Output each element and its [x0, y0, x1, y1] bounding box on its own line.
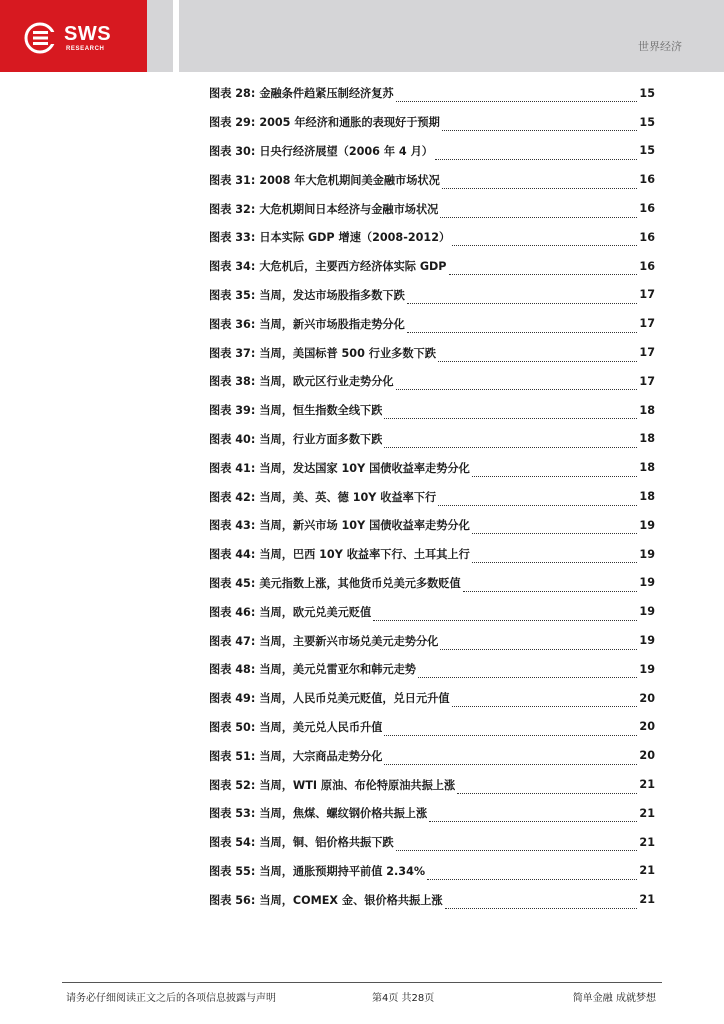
toc-entry-title: 当周，铜、铝价格共振下跌: [259, 836, 394, 850]
toc-leader-dots: [384, 753, 637, 765]
toc-entry-title: 当周，通胀预期持平前值 2.34%: [259, 864, 426, 878]
toc-leader-dots: [427, 868, 637, 880]
sws-logo: [0, 0, 147, 72]
toc-entry-title: 当周，新兴市场 10Y 国债收益率走势分化: [259, 519, 470, 533]
toc-leader-dots: [384, 724, 637, 736]
toc-entry-page: 18: [639, 490, 655, 504]
toc-entry-title: 美元指数上涨，其他货币兑美元多数贬值: [259, 576, 461, 590]
toc-entry-page: 16: [639, 259, 655, 273]
toc-entry-label: 图表 40:: [209, 432, 256, 446]
toc-entry-page: 19: [639, 547, 655, 561]
toc-entry-title: 当周，新兴市场股指走势分化: [259, 317, 405, 331]
toc-entry-title: 当周，发达国家 10Y 国债收益率走势分化: [259, 461, 470, 475]
toc-leader-dots: [440, 638, 637, 650]
toc-entry-page: 21: [639, 806, 655, 820]
toc-entry-label: 图表 29:: [209, 116, 256, 130]
toc-leader-dots: [472, 522, 638, 534]
toc-entry-title: 金融条件趋紧压制经济复苏: [259, 87, 394, 101]
toc-entry[interactable]: [209, 252, 655, 281]
toc-entry-title: 当周，WTI 原油、布伦特原油共振上涨: [259, 778, 456, 792]
toc-entry-page: 21: [639, 864, 655, 878]
toc-entry-page: 17: [639, 374, 655, 388]
toc-entry[interactable]: [209, 425, 655, 454]
toc-entry-title: 当周，COMEX 金、银价格共振上涨: [259, 893, 443, 907]
toc-entry-label: 图表 30:: [209, 144, 256, 158]
toc-entry-page: 20: [639, 720, 655, 734]
toc-entry-title: 当周，行业方面多数下跌: [259, 432, 383, 446]
footer-slogan: 简单金融 成就梦想: [572, 993, 656, 1004]
toc-leader-dots: [438, 350, 638, 362]
toc-entry-label: 图表 28:: [209, 87, 256, 101]
toc-leader-dots: [396, 839, 638, 851]
section-title: 世界经济: [638, 40, 682, 53]
toc-entry-label: 图表 34:: [209, 260, 256, 274]
toc-entry-label: 图表 31:: [209, 173, 256, 187]
toc-entry-label: 图表 48:: [209, 663, 256, 677]
toc-leader-dots: [418, 666, 637, 678]
toc-entry-label: 图表 46:: [209, 605, 256, 619]
toc-entry-title: 2008 年大危机期间美金融市场状况: [259, 173, 440, 187]
toc-leader-dots: [472, 465, 638, 477]
logo-subtext: RESEARCH: [66, 46, 105, 52]
toc-entry-page: 19: [639, 662, 655, 676]
toc-entry-label: 图表 38:: [209, 375, 256, 389]
toc-entry-label: 图表 51:: [209, 749, 256, 763]
toc-leader-dots: [407, 292, 638, 304]
logo-text: SWS: [64, 23, 112, 45]
figure-index-list: [209, 79, 655, 914]
toc-entry[interactable]: [209, 281, 655, 310]
toc-entry-label: 图表 41:: [209, 461, 256, 475]
toc-entry-title: 当周，恒生指数全线下跌: [259, 404, 383, 418]
toc-entry[interactable]: [209, 137, 655, 166]
toc-entry-label: 图表 39:: [209, 404, 256, 418]
toc-leader-dots: [429, 810, 637, 822]
page-footer: [62, 982, 662, 1004]
page-header: [0, 0, 724, 72]
toc-entry[interactable]: [209, 828, 655, 857]
toc-leader-dots: [396, 90, 638, 102]
toc-entry-page: 18: [639, 432, 655, 446]
toc-leader-dots: [452, 695, 638, 707]
toc-entry[interactable]: [209, 885, 655, 914]
header-bar: [147, 0, 724, 72]
toc-entry-title: 当周，欧元兑美元贬值: [259, 605, 372, 619]
toc-leader-dots: [472, 551, 638, 563]
toc-entry-page: 16: [639, 173, 655, 187]
toc-entry-title: 日央行经济展望（2006 年 4 月）: [259, 144, 433, 158]
toc-entry-title: 当周，人民币兑美元贬值，兑日元升值: [259, 692, 450, 706]
toc-entry[interactable]: [209, 482, 655, 511]
toc-leader-dots: [435, 148, 637, 160]
toc-entry[interactable]: [209, 194, 655, 223]
toc-leader-dots: [463, 580, 638, 592]
toc-entry[interactable]: [209, 569, 655, 598]
toc-entry-label: 图表 37:: [209, 346, 256, 360]
toc-entry-page: 21: [639, 778, 655, 792]
toc-entry-page: 17: [639, 317, 655, 331]
toc-leader-dots: [384, 407, 637, 419]
toc-leader-dots: [373, 609, 637, 621]
toc-entry[interactable]: [209, 713, 655, 742]
toc-entry-page: 20: [639, 749, 655, 763]
toc-entry-label: 图表 52:: [209, 778, 256, 792]
toc-entry[interactable]: [209, 396, 655, 425]
toc-entry-label: 图表 55:: [209, 864, 256, 878]
toc-entry[interactable]: [209, 655, 655, 684]
toc-entry-label: 图表 54:: [209, 836, 256, 850]
toc-leader-dots: [442, 177, 638, 189]
toc-entry-page: 19: [639, 634, 655, 648]
toc-entry-label: 图表 42:: [209, 490, 256, 504]
toc-leader-dots: [449, 263, 638, 275]
toc-entry-title: 大危机期间日本经济与金融市场状况: [259, 202, 439, 216]
toc-entry-label: 图表 53:: [209, 807, 256, 821]
toc-leader-dots: [442, 119, 638, 131]
toc-entry[interactable]: [209, 165, 655, 194]
toc-entry[interactable]: [209, 309, 655, 338]
toc-entry-title: 当周，巴西 10Y 收益率下行、土耳其上行: [259, 548, 470, 562]
toc-entry-label: 图表 44:: [209, 548, 256, 562]
toc-entry-label: 图表 49:: [209, 692, 256, 706]
toc-entry-label: 图表 36:: [209, 317, 256, 331]
toc-entry[interactable]: [209, 108, 655, 137]
toc-entry-label: 图表 45:: [209, 576, 256, 590]
toc-leader-dots: [384, 436, 637, 448]
toc-leader-dots: [407, 321, 638, 333]
toc-entry-page: 17: [639, 288, 655, 302]
toc-leader-dots: [440, 206, 637, 218]
toc-entry-page: 21: [639, 893, 655, 907]
toc-entry-page: 19: [639, 576, 655, 590]
toc-leader-dots: [396, 378, 638, 390]
toc-entry[interactable]: [209, 626, 655, 655]
toc-entry-title: 当周，焦煤、螺纹钢价格共振上涨: [259, 807, 428, 821]
toc-entry-label: 图表 33:: [209, 231, 256, 245]
toc-entry-title: 当周，美、英、德 10Y 收益率下行: [259, 490, 437, 504]
toc-entry[interactable]: [209, 770, 655, 799]
toc-entry-page: 19: [639, 605, 655, 619]
toc-entry[interactable]: [209, 223, 655, 252]
toc-entry-page: 16: [639, 230, 655, 244]
toc-entry-title: 日本实际 GDP 增速（2008-2012）: [259, 231, 451, 245]
toc-entry-page: 18: [639, 403, 655, 417]
toc-entry-page: 19: [639, 518, 655, 532]
toc-entry-label: 图表 32:: [209, 202, 256, 216]
toc-entry-page: 15: [639, 144, 655, 158]
toc-entry-label: 图表 47:: [209, 634, 256, 648]
toc-entry-title: 当周，发达市场股指多数下跌: [259, 288, 405, 302]
toc-entry-label: 图表 50:: [209, 720, 256, 734]
footer-page-info: 第4页 共28页: [372, 993, 435, 1004]
toc-entry-page: 17: [639, 346, 655, 360]
toc-entry[interactable]: [209, 338, 655, 367]
toc-leader-dots: [445, 897, 638, 909]
toc-entry-title: 当周，美国标普 500 行业多数下跌: [259, 346, 436, 360]
toc-entry-page: 21: [639, 835, 655, 849]
toc-entry[interactable]: [209, 684, 655, 713]
toc-entry-title: 当周，美元兑雷亚尔和韩元走势: [259, 663, 416, 677]
sws-logo-mark-icon: [24, 22, 58, 54]
toc-entry-page: 20: [639, 691, 655, 705]
toc-entry[interactable]: [209, 453, 655, 482]
toc-entry-page: 18: [639, 461, 655, 475]
toc-entry[interactable]: [209, 741, 655, 770]
toc-entry[interactable]: [209, 540, 655, 569]
toc-entry-title: 当周，美元兑人民币升值: [259, 720, 383, 734]
toc-entry-title: 当周，欧元区行业走势分化: [259, 375, 394, 389]
toc-leader-dots: [457, 782, 637, 794]
toc-entry-label: 图表 43:: [209, 519, 256, 533]
toc-leader-dots: [438, 494, 637, 506]
toc-entry[interactable]: [209, 511, 655, 540]
toc-entry[interactable]: [209, 857, 655, 886]
toc-entry-title: 当周，大宗商品走势分化: [259, 749, 383, 763]
toc-entry-label: 图表 56:: [209, 893, 256, 907]
toc-entry-label: 图表 35:: [209, 288, 256, 302]
toc-leader-dots: [452, 234, 637, 246]
toc-entry[interactable]: [209, 367, 655, 396]
toc-entry-page: 15: [639, 115, 655, 129]
toc-entry-page: 16: [639, 202, 655, 216]
footer-disclaimer[interactable]: 请务必仔细阅读正文之后的各项信息披露与声明: [66, 993, 276, 1004]
toc-entry[interactable]: [209, 597, 655, 626]
toc-entry-title: 大危机后，主要西方经济体实际 GDP: [259, 260, 447, 274]
toc-entry-page: 15: [639, 86, 655, 100]
toc-entry[interactable]: [209, 799, 655, 828]
toc-entry[interactable]: [209, 79, 655, 108]
toc-entry-title: 当周，主要新兴市场兑美元走势分化: [259, 634, 439, 648]
header-divider: [173, 0, 179, 72]
toc-entry-title: 2005 年经济和通胀的表现好于预期: [259, 116, 440, 130]
